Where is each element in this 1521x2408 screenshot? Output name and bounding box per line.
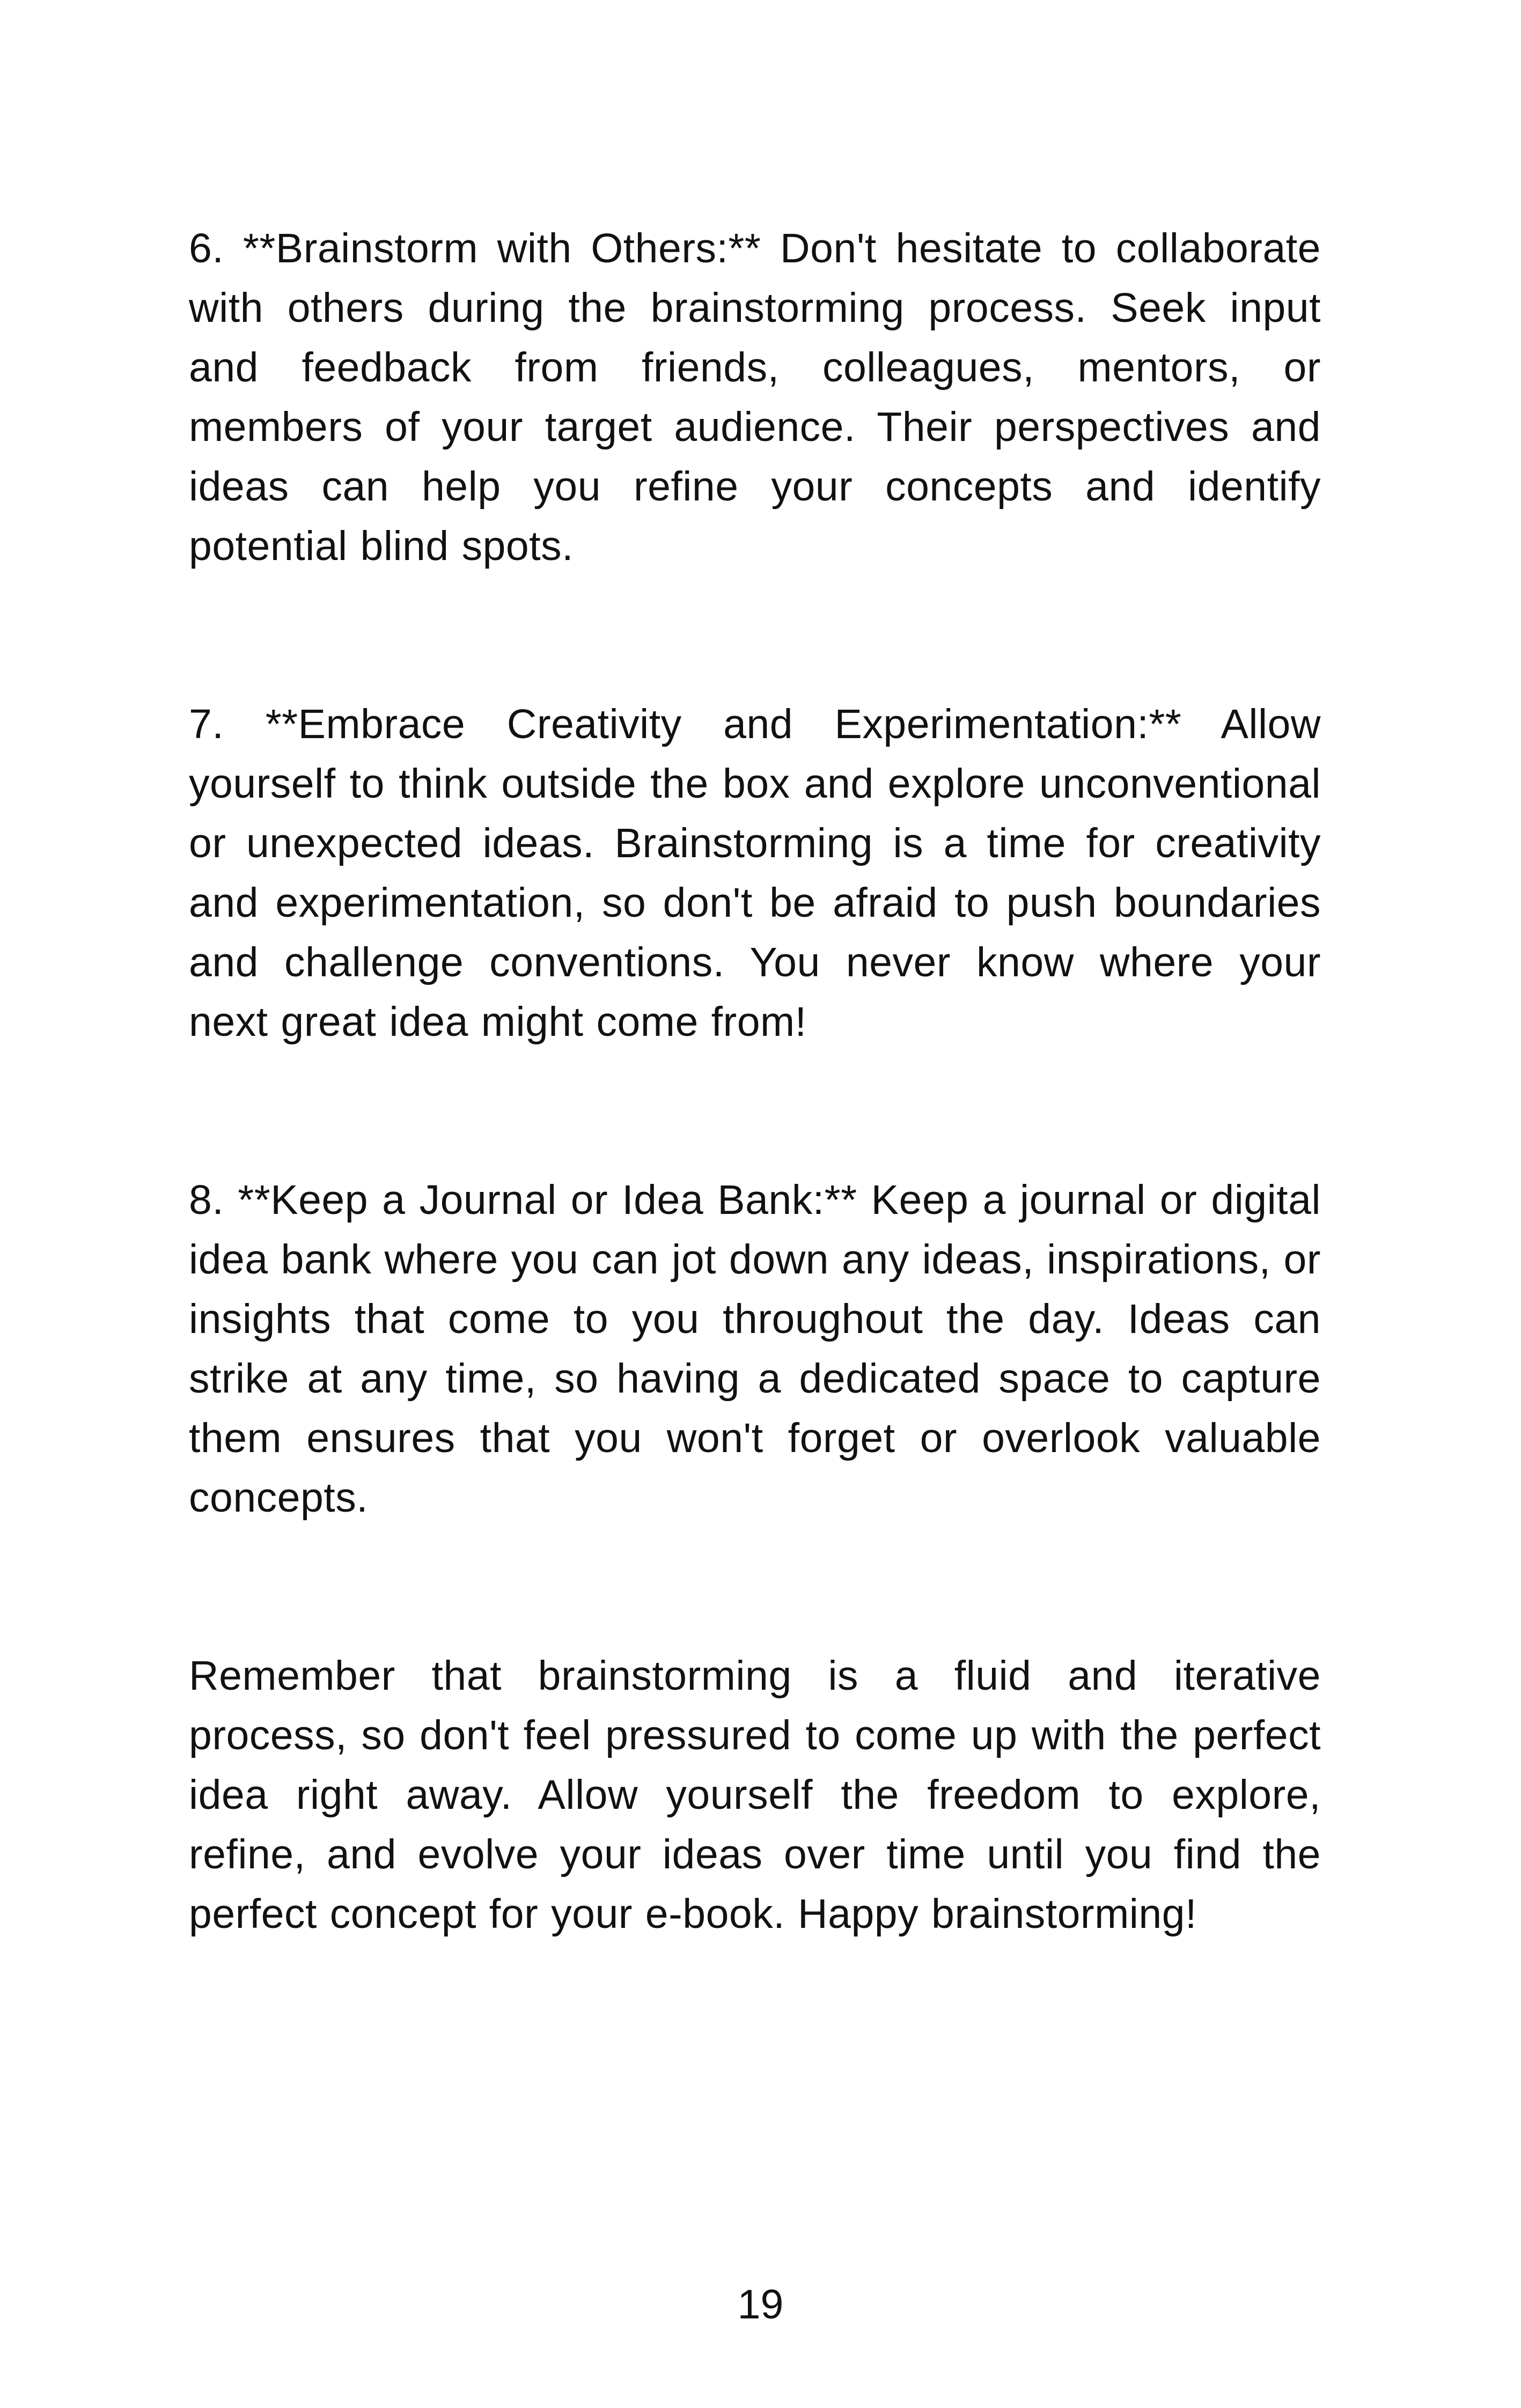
paragraph-keep-a-journal: 8. **Keep a Journal or Idea Bank:** Keep a journal or digital idea bank where you can jot down any ideas, inspirations, or insights that come to you throughout the day. Ideas can strike at any time, so having a dedicated space to capture them ensures that you won't forget or overlook valuable concepts. xyxy=(189,1177,1321,1521)
page-body xyxy=(189,219,1321,1944)
paragraph-embrace-creativity: 7. **Embrace Creativity and Experimentation:** Allow yourself to think outside the box and explore unconventional or unexpected ideas. Brainstorming is a time for creativity and experimentation, so don't be afraid to push boundaries and challenge conventions. You never know where your next great idea might come from! xyxy=(189,701,1321,1045)
paragraph-closing-remark: Remember that brainstorming is a fluid and iterative process, so don't feel pressured to come up with the perfect idea right away. Allow yourself the freedom to explore, refine, and evolve your ideas over time until you find the perfect concept for your e-book. Happy brainstorming! xyxy=(189,1653,1321,1937)
paragraph-brainstorm-with-others: 6. **Brainstorm with Others:** Don't hesitate to collaborate with others during the brainstorming process. Seek input and feedback from friends, colleagues, mentors, or members of your target audience. Their perspectives and ideas can help you refine your concepts and identify potential blind spots. xyxy=(189,225,1321,569)
page-number: 19 xyxy=(737,2281,784,2328)
